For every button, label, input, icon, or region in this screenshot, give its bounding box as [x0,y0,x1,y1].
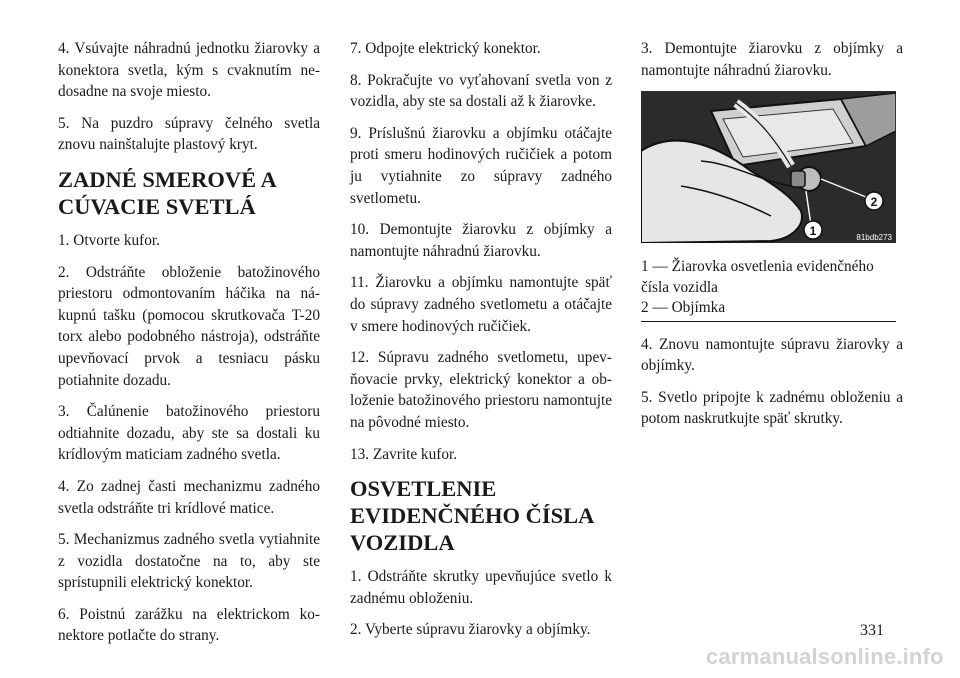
legend-item-2: 2 — Objímka [641,299,726,317]
callout-2: 2 [870,195,878,210]
left-column [58,38,320,657]
page-number: 331 [860,622,884,639]
step-paragraph: 5. Svetlo pripojte k zadnému obloženiu a potom naskrutkujte späť skrutky. [641,388,903,428]
step-paragraph: 4. Znovu namontujte súpravu žiarovky a objímky. [641,335,903,375]
step-paragraph: 2. Vyberte súpravu žiarovky a objímky. [350,621,591,639]
step-paragraph: 7. Odpojte elektrický konektor. [350,40,541,57]
step-paragraph: 6. Poistnú zarážku na elektrickom konektore potlačte do strany. [58,605,320,645]
bulb-replacement-illustration [641,91,896,243]
step-paragraph: 5. Na puzdro súpravy čelného svetla znovu nainštalujte plastový kryt. [58,114,320,154]
step-paragraph: 8. Pokračujte vo vyťahovaní svetla von z vozidla, aby ste sa dostali až k žiarovke. [350,71,612,111]
step-paragraph: 11. Žiarovku a objímku namontujte späť do súpravy zadného svetlometu a otáčajte v smere hodinových ručičiek. [350,274,612,335]
figure-legend [641,257,896,322]
step-paragraph: 2. Odstráňte obloženie batožinového priestoru odmontovaním háčika na nákupnú tašku (pomocou skrutkovača T-20 torx alebo podobného nástroja), odstráňte upevňovací prvok a tesniacu pásku potiahnite dozadu. [58,263,320,389]
step-paragraph: 9. Príslušnú žiarovku a objímku otáčajte proti smeru hodinových ručičiek a potom ju vytiahnite zo súpravy zadného svetlometu. [350,124,612,207]
right-column [641,38,903,440]
section-heading: ZADNÉ SMEROVÉ A CÚVACIE SVETLÁ [58,166,276,219]
step-paragraph: 3. Čalúnenie batožinového priestoru odtiahnite dozadu, aby ste sa dostali ku krídlovým maticiam zadného svetla. [58,403,320,464]
step-paragraph: 1. Odstráňte skrutky upevňujúce svetlo k zadnému obloženiu. [350,568,612,607]
step-paragraph: 3. Demontujte žiarovku z objímky a namontujte náhradnú žiarovku. [641,40,903,79]
step-paragraph: 12. Súpravu zadného svetlometu, upevňovacie prvky, elektrický konektor a obloženie batožinového priestoru namontujte na pôvodné miesto. [350,349,612,431]
step-paragraph: 1. Otvorte kufor. [58,231,160,249]
callout-1: 1 [809,224,817,239]
middle-column [350,38,612,651]
step-paragraph: 5. Mechanizmus zadného svetla vytiahnite z vozidla dostatočne na to, aby ste sprístupnili elektrický konektor. [58,531,320,592]
step-paragraph: 4. Vsúvajte náhradnú jednotku žiarovky a konektora svetla, kým s cvaknutím nedosadne na svoje miesto. [58,40,320,101]
legend-item-1: 1 — Žiarovka osvetlenia evidenčného čísla vozidla [641,258,874,296]
section-heading: OSVETLENIE EVIDENČNÉHO ČÍSLA VOZIDLA [350,476,594,556]
step-paragraph: 10. Demontujte žiarovku z objímky a namontujte náhradnú žiarovku. [350,221,612,260]
step-paragraph: 4. Zo zadnej časti mechanizmu zadného svetla odstráňte tri krídlové matice. [58,477,320,517]
figure-code: 81bdb273 [856,233,892,243]
watermark: carmanualsonline.info [706,644,944,669]
step-paragraph: 13. Zavrite kufor. [350,445,458,463]
